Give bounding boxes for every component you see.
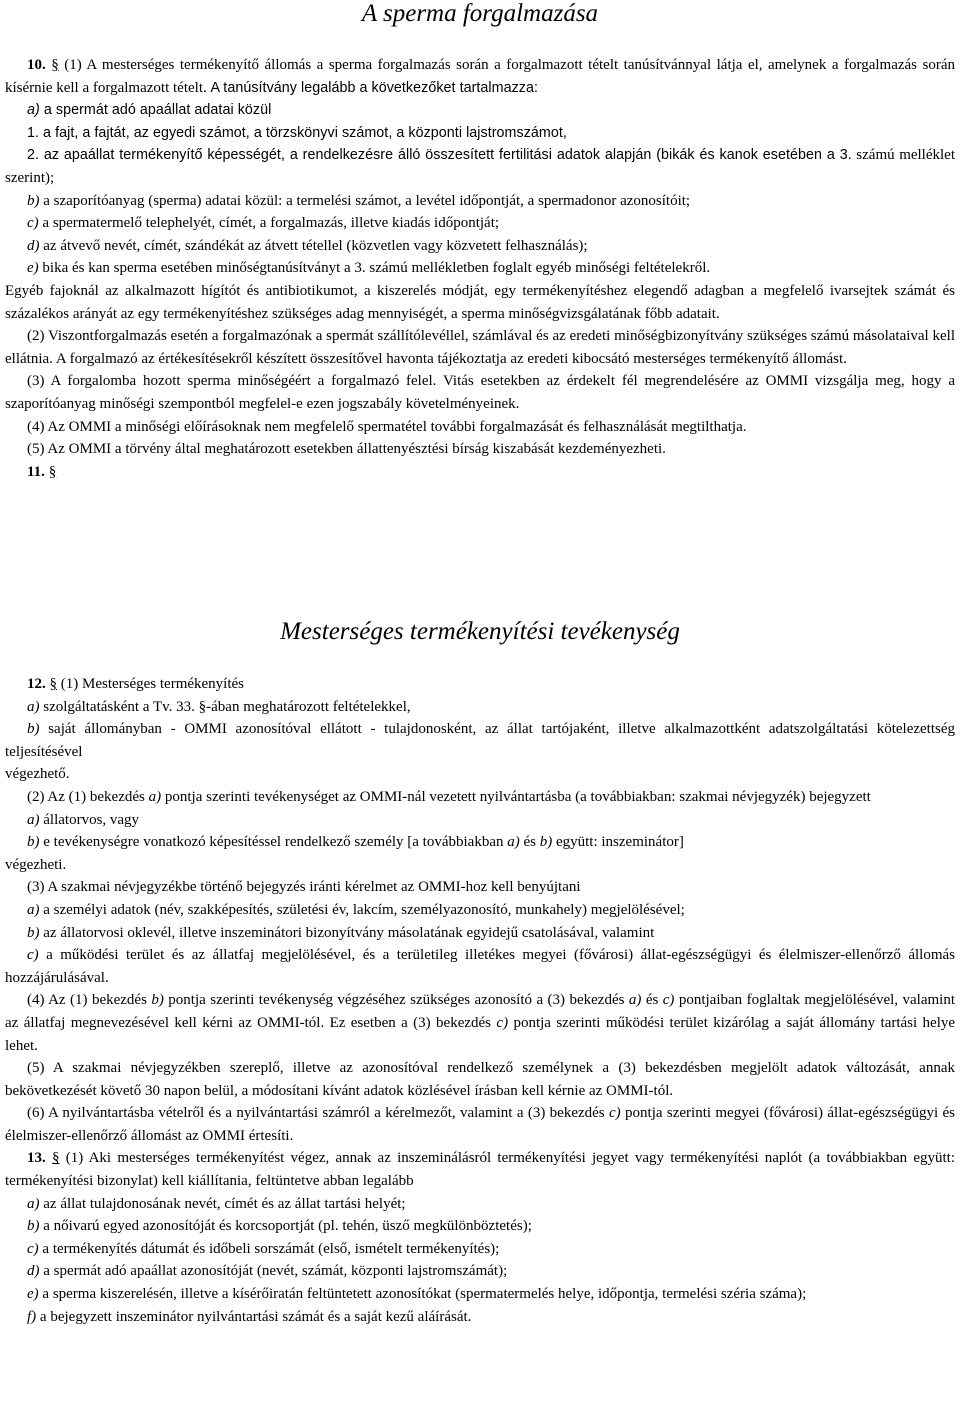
item-text: az állat tulajdonosának nevét, címét és az állat tartási helyét; <box>43 1195 406 1212</box>
paragraph-11 <box>5 461 955 484</box>
paragraph-text: és <box>645 992 659 1009</box>
paragraph-12-3: (3) A szakmai névjegyzékbe történő bejegyzés iránti kérelmet az OMMI-hoz kell benyújtani <box>27 879 581 896</box>
item-label: a) <box>27 698 40 715</box>
list-item-c <box>5 1238 955 1261</box>
list-item-a <box>5 809 955 832</box>
section-title-termekenyitesi-tevekenyseg: Mesterséges termékenyítési tevékenység <box>280 618 680 645</box>
list-item-a2 <box>5 144 955 189</box>
item-label: a) <box>27 102 40 119</box>
paragraph-10-2: (2) Viszontforgalmazás esetén a forgalmazónak a spermát szállítólevéllel, számlával és az eredeti minőségbizonyítvány szükséges számú másolataival kell ellátnia. A forgalmazó az értékesítésekről készített összesítővel havonta tájékoztatja az eredeti kibocsátó mesterséges termékenyítő állomást. <box>5 328 955 367</box>
paragraph-text: (4) Az (1) bekezdés <box>27 992 147 1009</box>
paragraph-10-4: (4) Az OMMI a minőségi előírásoknak nem megfelelő spermatétel további forgalmazását és felhasználását megtilthatja. <box>27 418 747 435</box>
paragraph-12-1-end: végezhető. <box>5 766 70 783</box>
paragraph-text: pontja szerinti működési terület kizárólag a saját állomány tartási helye lehet. <box>5 1014 956 1054</box>
list-item-a1 <box>5 122 955 145</box>
section-number: 11. <box>27 463 45 480</box>
paragraph-12-2-end: végezheti. <box>5 856 67 873</box>
section-sign: § <box>51 57 59 73</box>
paragraph-10-5: (5) Az OMMI a törvény által meghatározott esetekben állattenyésztési bírság kiszabását kezdeményezheti. <box>27 441 666 458</box>
item-text: a személyi adatok (név, szakképesítés, születési év, lakcím, személyazonosító, munkahely) megjelölésével; <box>43 901 685 918</box>
item-label: c) <box>27 215 39 232</box>
item-text: állatorvos, vagy <box>43 811 140 828</box>
item-label: c) <box>27 947 39 964</box>
item-label: b) <box>539 834 553 851</box>
list-item-b <box>5 718 955 763</box>
paragraph-10-1 <box>5 54 955 99</box>
item-text: a sperma kiszerelésén, illetve a kísérőiratán feltüntetett azonosítókat (spermatermelés helye, időpontja, termelési széria száma); <box>42 1286 807 1303</box>
item-text: a termékenyítés dátumát és időbeli sorszámát (első, ismételt termékenyítés); <box>42 1240 500 1257</box>
item-label: a) <box>628 992 642 1009</box>
list-item-c <box>5 212 955 235</box>
item-text: e tevékenységre vonatkozó képesítéssel rendelkező személy [a továbbiakban <box>43 834 504 851</box>
item-text: és <box>523 834 536 851</box>
section-body-forgalmazas <box>5 54 955 483</box>
item-text: a spermatermelő telephelyét, címét, a forgalmazás, illetve kiadás időpontját; <box>42 215 500 232</box>
paragraph-12-1 <box>5 673 955 696</box>
item-label: a) <box>27 1195 40 1212</box>
list-item-f <box>5 1306 955 1329</box>
list-item-e <box>5 257 955 280</box>
item-label: d) <box>27 237 40 254</box>
item-text: -ában meghatározott feltételekkel, <box>206 698 411 715</box>
item-label: f) <box>27 1308 37 1325</box>
paragraph-12-5: (5) A szakmai névjegyzékben szereplő, illetve az azonosítóval rendelkező személynek a (3) bekezdésben megjelölt adatok változását, annak bekövetkezését követő 30 napon belül, a módosítani kívánt adatok közlésével írásban kell kérnie az OMMI-tól. <box>5 1060 955 1099</box>
list-item-b <box>5 922 955 945</box>
item-text: saját állományban - OMMI azonosítóval ellátott - tulajdonosként, az állat tartójaként, illetve alkalmazottként adatszolgáltatási kötelezettség teljesítésével <box>5 721 955 760</box>
item-text: szolgáltatásként a Tv. 33. <box>43 698 195 715</box>
paragraph-text: (1) A mesterséges termékenyítő állomás a sperma forgalmazás során a forgalmazott tételt tanúsítvánnyal látja el, amelynek a forgalmazás során kísérnie kell a forgalmazott tételt. <box>5 57 955 96</box>
item-text: a spermát adó apaállat adatai közül <box>43 102 272 119</box>
item-label: a) <box>27 811 40 828</box>
section-number: 13. <box>27 1150 46 1167</box>
paragraph-10-3: (3) A forgalomba hozott sperma minőségéért a forgalmazó felel. Vitás esetekben az érdekelt fél megrendelésére az OMMI vizsgálja meg, hogy a szaporítóanyag minőségi szempontból megfelel-e ezen jogszabály követelményeinek. <box>5 373 955 412</box>
item-label: b) <box>27 192 40 209</box>
section-number: 12. <box>27 676 46 692</box>
item-label: e) <box>27 260 39 277</box>
item-text: a bejegyzett inszeminátor nyilvántartási számát és a saját kezű aláírását. <box>39 1308 472 1325</box>
item-text: az állatorvosi oklevél, illetve inszeminátori bizonyítvány másolatának egyidejű csatolásával, valamint <box>43 924 655 941</box>
item-text: a szaporítóanyag (sperma) adatai közül: a termelési számot, a levétel időpontját, a spermadonor azonosítóit; <box>43 192 691 209</box>
item-label: c) <box>609 1105 621 1122</box>
paragraph-12-6 <box>5 1102 955 1147</box>
list-item-d <box>5 235 955 258</box>
section-sign: § <box>48 463 57 480</box>
item-label: b) <box>27 924 40 941</box>
paragraph-other-species: Egyéb fajoknál az alkalmazott hígítót és antibiotikumot, a kiszerelés módját, egy termékenyítéshez elegendő adagban a megfelelő ivarsejtek számát és százalékos arányát az egy termékenyítéshez szükséges adag mennyiségét, a sperma minőségvizsgálatának főbb adatait. <box>5 282 955 322</box>
item-text: az átvevő nevét, címét, szándékát az átvett tétellel (közvetlen vagy közvetett felhasználás); <box>43 237 588 254</box>
section-number: 10. <box>27 57 46 73</box>
paragraph-text: (6) A nyilvántartásba vételről és a nyilvántartási számról a kérelmezőt, valamint a (3) bekezdés <box>27 1105 605 1122</box>
paragraph-text: pontja szerinti tevékenységet az OMMI-nál vezetett nyilvántartásba (a továbbiakban: szakmai névjegyzék) bejegyzett <box>164 788 871 805</box>
paragraph-text: pontjaiban foglaltak megjelölésével, valamint az állatfaj megnevezésével kell kérni az OMMI-tól. Ez esetben a (3) bekezdés <box>5 992 955 1031</box>
paragraph-text: (1) Aki mesterséges termékenyítést végez, annak az inszeminálásról termékenyítési jegyet vagy termékenyítési naplót (a továbbiakban együtt: termékenyítési bizonylat) kell kiállítania, feltüntetve abban legalább <box>5 1150 956 1190</box>
paragraph-13-1 <box>5 1147 955 1192</box>
item-text: együtt: inszeminátor] <box>555 834 684 851</box>
item-text: számú melléklet szerint); <box>5 147 956 186</box>
list-item-d <box>5 1260 955 1283</box>
item-label: b) <box>27 1218 40 1235</box>
list-item-a <box>5 899 955 922</box>
list-item-b <box>5 1215 955 1238</box>
list-item-a <box>5 1193 955 1216</box>
item-text: a nőivarú egyed azonosítóját és korcsoportját (pl. tehén, üsző megkülönböztetés); <box>43 1218 532 1235</box>
section-sign: § <box>198 698 207 715</box>
paragraph-text: pontja szerinti tevékenység végzéséhez szükséges azonosító a (3) bekezdés <box>168 992 625 1009</box>
item-label: b) <box>151 992 164 1009</box>
item-label: a) <box>27 901 40 918</box>
item-text: 1. a fajt, a fajtát, az egyedi számot, a törzskönyvi számot, a központi lajstromszámot, <box>27 124 567 141</box>
paragraph-text: pontja szerinti megyei (fővárosi) állat-egészségügyi és élelmiszer-ellenőrző állomást az OMMI értesíti. <box>5 1105 956 1144</box>
item-label: c) <box>662 992 675 1009</box>
item-text: a működési terület és az állatfaj megjelölésével, és a területileg illetékes megyei (fővárosi) állat-egészségügyi és élelmiszer-ellenőrző állomás hozzájárulásával. <box>5 947 956 986</box>
paragraph-12-2 <box>5 786 955 809</box>
list-item-c <box>5 944 955 989</box>
item-label: e) <box>27 1286 39 1303</box>
item-label: a) <box>148 788 162 805</box>
item-text-sans: 2. az apaállat termékenyítő képességét, a rendelkezésre álló összesített fertilitási adatok alapján (bikák és kanok esetében a 3. <box>27 147 852 164</box>
list-item-a <box>5 99 955 122</box>
item-label: b) <box>27 721 40 738</box>
item-label: d) <box>27 1263 40 1280</box>
paragraph-text: (2) Az (1) bekezdés <box>27 788 145 805</box>
item-text: a spermát adó apaállat azonosítóját (nevét, számát, központi lajstromszámát); <box>43 1263 508 1280</box>
list-item-a <box>5 696 955 719</box>
section-body-tevekenyseg <box>5 673 955 1328</box>
item-label: a) <box>507 834 520 851</box>
section-sign: § <box>49 676 57 692</box>
list-item-b <box>5 190 955 213</box>
item-text: bika és kan sperma esetében minőségtanúsítványt a 3. számú mellékletben foglalt egyéb minőségi feltételekről. <box>42 260 711 277</box>
section-title-sperma-forgalmazasa: A sperma forgalmazása <box>361 0 599 27</box>
paragraph-text: (1) Mesterséges termékenyítés <box>60 676 245 692</box>
paragraph-text-sans: A tanúsítvány legalább a következőket tartalmazza: <box>210 79 539 96</box>
item-label: b) <box>27 834 40 851</box>
list-item-e <box>5 1283 955 1306</box>
list-item-b <box>5 831 955 854</box>
paragraph-12-4 <box>5 989 955 1057</box>
item-label: c) <box>27 1240 39 1257</box>
section-sign: § <box>51 1150 60 1167</box>
item-label: c) <box>496 1014 509 1031</box>
